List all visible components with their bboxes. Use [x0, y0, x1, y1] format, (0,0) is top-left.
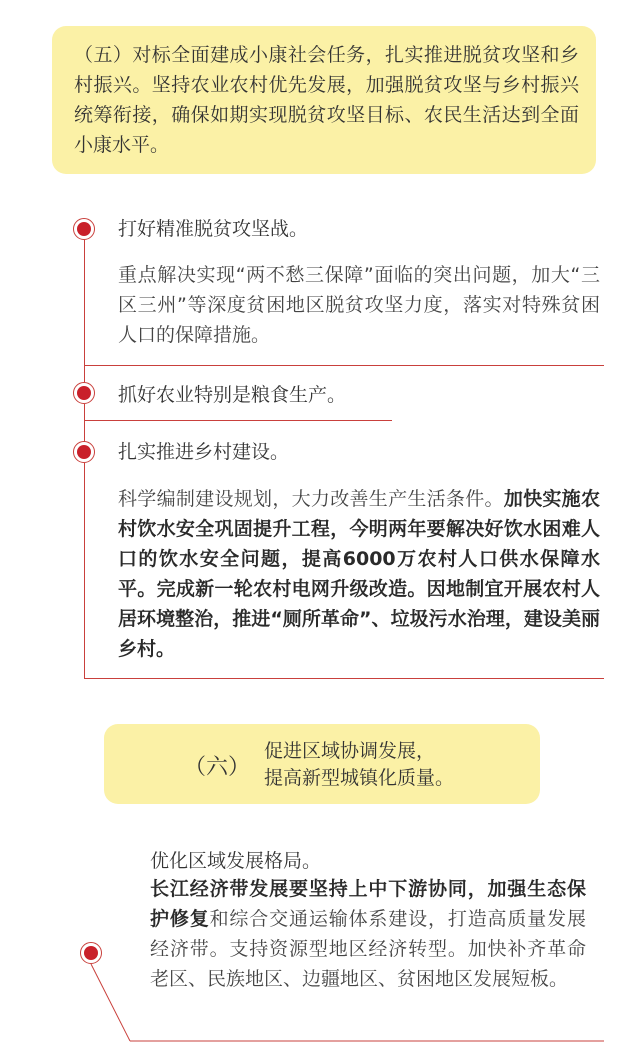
item-heading: 扎实推进乡村建设。: [118, 441, 290, 463]
item-body: 重点解决实现“两不愁三保障”面临的突出问题，加大“三区三州”等深度贫困地区脱贫攻坚力度，落实对特殊贫困人口的保障措施。: [118, 264, 600, 346]
section-6-title-line-1: 促进区域协调发展，: [264, 740, 436, 762]
section-6-title-line-2: 提高新型城镇化质量。: [264, 767, 455, 789]
item-heading: 优化区域发展格局。: [150, 850, 322, 872]
item-body-bold: 加快实施农村饮水安全巩固提升工程，今明两年要解决好饮水困难人口的饮水安全问题，提高6000万农村人口供水保障水平。完成新一轮农村电网升级改造。因地制宜开展农村人居环境整治，推进“厕所革命”、垃圾污水治理，建设美丽乡村。: [118, 488, 600, 660]
timeline-diagonal-line: [91, 964, 130, 1041]
item-heading: 抓好农业特别是粮食生产。: [118, 384, 347, 406]
item-body-bold: 长江经济带发展要坚持上中下游协同，加强生态保护修复: [150, 878, 586, 930]
section-5-intro: （五）对标全面建成小康社会任务，扎实推进脱贫攻坚和乡村振兴。坚持农业农村优先发展，加强脱贫攻坚与乡村振兴统筹衔接，确保如期实现脱贫攻坚目标、农民生活达到全面小康水平。: [74, 44, 579, 156]
section-6-number: （六）: [184, 755, 251, 780]
item-body-plain: 科学编制建设规划，大力改善生产生活条件。: [118, 488, 504, 510]
item-body-plain: 和综合交通运输体系建设，打造高质量发展经济带。支持资源型地区经济转型。加快补齐革命老区、民族地区、边疆地区、贫困地区发展短板。: [150, 908, 586, 990]
item-heading: 打好精准脱贫攻坚战。: [118, 218, 309, 240]
